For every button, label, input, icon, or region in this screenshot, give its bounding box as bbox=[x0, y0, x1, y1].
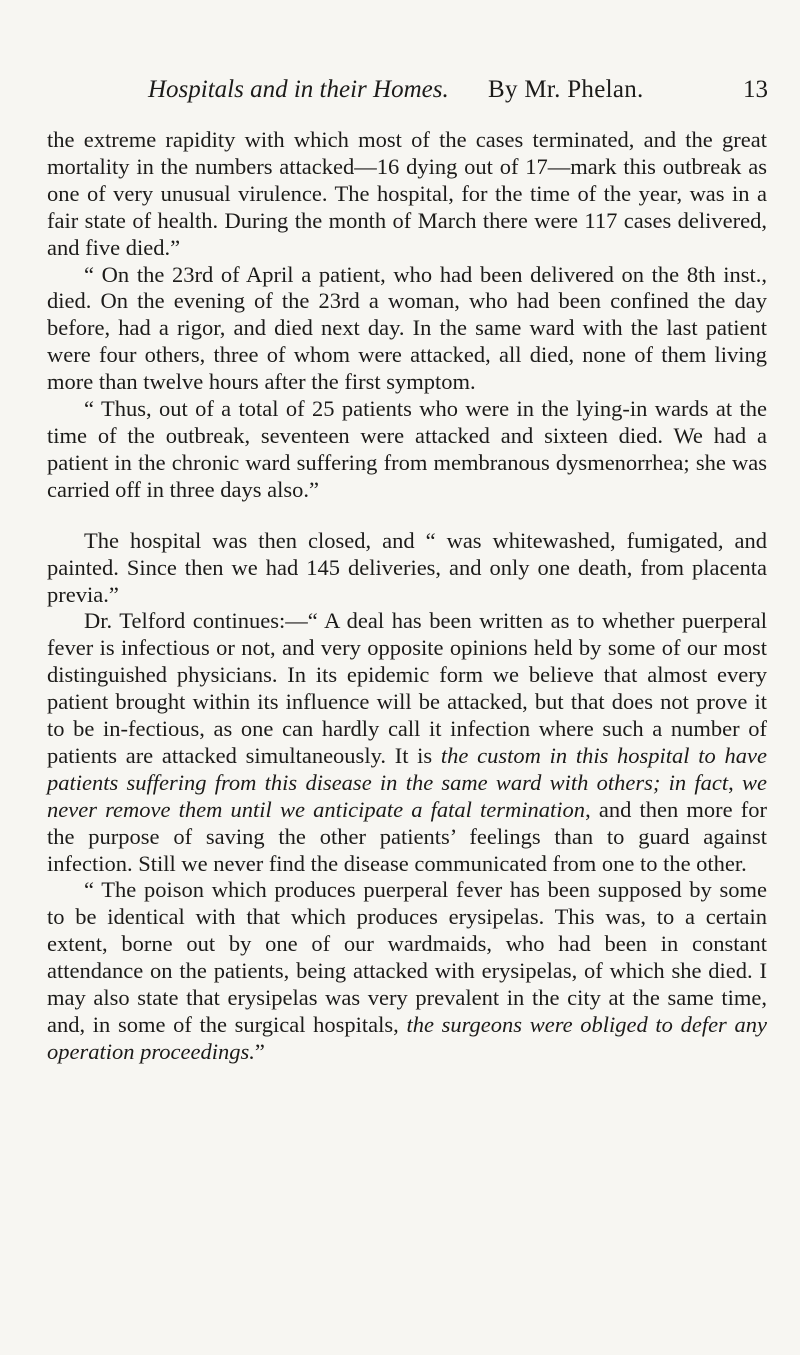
paragraph-text: , and then more for the purpose of saving the other patients’ feelings than to guard against infection. Still we never find the disease communicated from one to the other. bbox=[47, 796, 767, 876]
paragraph-erysipelas bbox=[47, 877, 767, 1065]
page-number: 13 bbox=[743, 76, 768, 103]
italic-emphasis: the custom in this hospital to have patients suffering from this disease in the same ward with others; in fact bbox=[47, 742, 767, 795]
section-gap bbox=[47, 504, 767, 528]
body-text bbox=[47, 127, 767, 1066]
paragraph-text: The hospital was then closed, and “ was whitewashed, fumigated, and painted. Since then we had 145 deliveries, and only one death, from placenta previa.” bbox=[47, 527, 767, 607]
paragraph-text: Dr. Telford continues:—“ A deal has been written as to whether puerperal fever is infectious or not, and very opposite opinions held by some of our most distinguished physicians. In its epidemic form we believe that almost every patient brought within its influence will be attacked, but that does not prove it to be in-fectious, as one can hardly call it infection where such a number of patients are attacked simultaneously. It is bbox=[47, 608, 767, 768]
paragraph-text: ” bbox=[254, 1038, 265, 1064]
paragraph-text: “ On the 23rd of April a patient, who had been delivered on the 8th inst., died. On the evening of the 23rd a woman, who had been confined the day before, had a rigor, and died next day. In the same ward with the last patient were four others, three of whom were attacked, all died, none of them living more than twelve hours after the first symptom. bbox=[47, 261, 767, 395]
paragraph-text: the extreme rapidity with which most of the cases terminated, and the great mortality in the numbers attacked—16 dying out of 17—mark this outbreak as one of very unusual virulence. The hospital, for the time of the year, was in a fair state of health. During the month of March there were 117 cases delivered, and five died.” bbox=[47, 127, 767, 260]
running-title: Hospitals and in their Homes. bbox=[148, 76, 449, 103]
author-line: By Mr. Phelan. bbox=[488, 76, 644, 103]
paragraph-april-outbreak bbox=[47, 262, 767, 397]
paragraph-hospital-closed bbox=[47, 528, 767, 609]
italic-emphasis: we never remove them until we anticipate a fatal termination bbox=[47, 769, 768, 822]
paragraph-text: , bbox=[728, 769, 743, 795]
paragraph-telford bbox=[47, 608, 767, 877]
running-head bbox=[148, 72, 768, 108]
paragraph-continuation bbox=[47, 127, 767, 262]
paragraph-totals bbox=[47, 396, 767, 504]
italic-emphasis: the surgeons were obliged to defer any operation proceedings. bbox=[47, 1012, 767, 1064]
paragraph-text: “ Thus, out of a total of 25 patients who were in the lying-in wards at the time of the outbreak, seventeen were attacked and sixteen died. We had a patient in the chronic ward suffering from membranous dysmenorrhea; she was carried off in three days also.” bbox=[47, 396, 767, 502]
paragraph-text: “ The poison which produces puerperal fever has been supposed by some to be identical with that which produces erysipelas. This was, to a certain extent, borne out by one of our wardmaids, who had been in constant attendance on the patients, being attacked with erysipelas, of which she died. I may also state that erysipelas was very prevalent in the city at the same time, and, in some of the surgical hospitals, bbox=[47, 877, 767, 1037]
